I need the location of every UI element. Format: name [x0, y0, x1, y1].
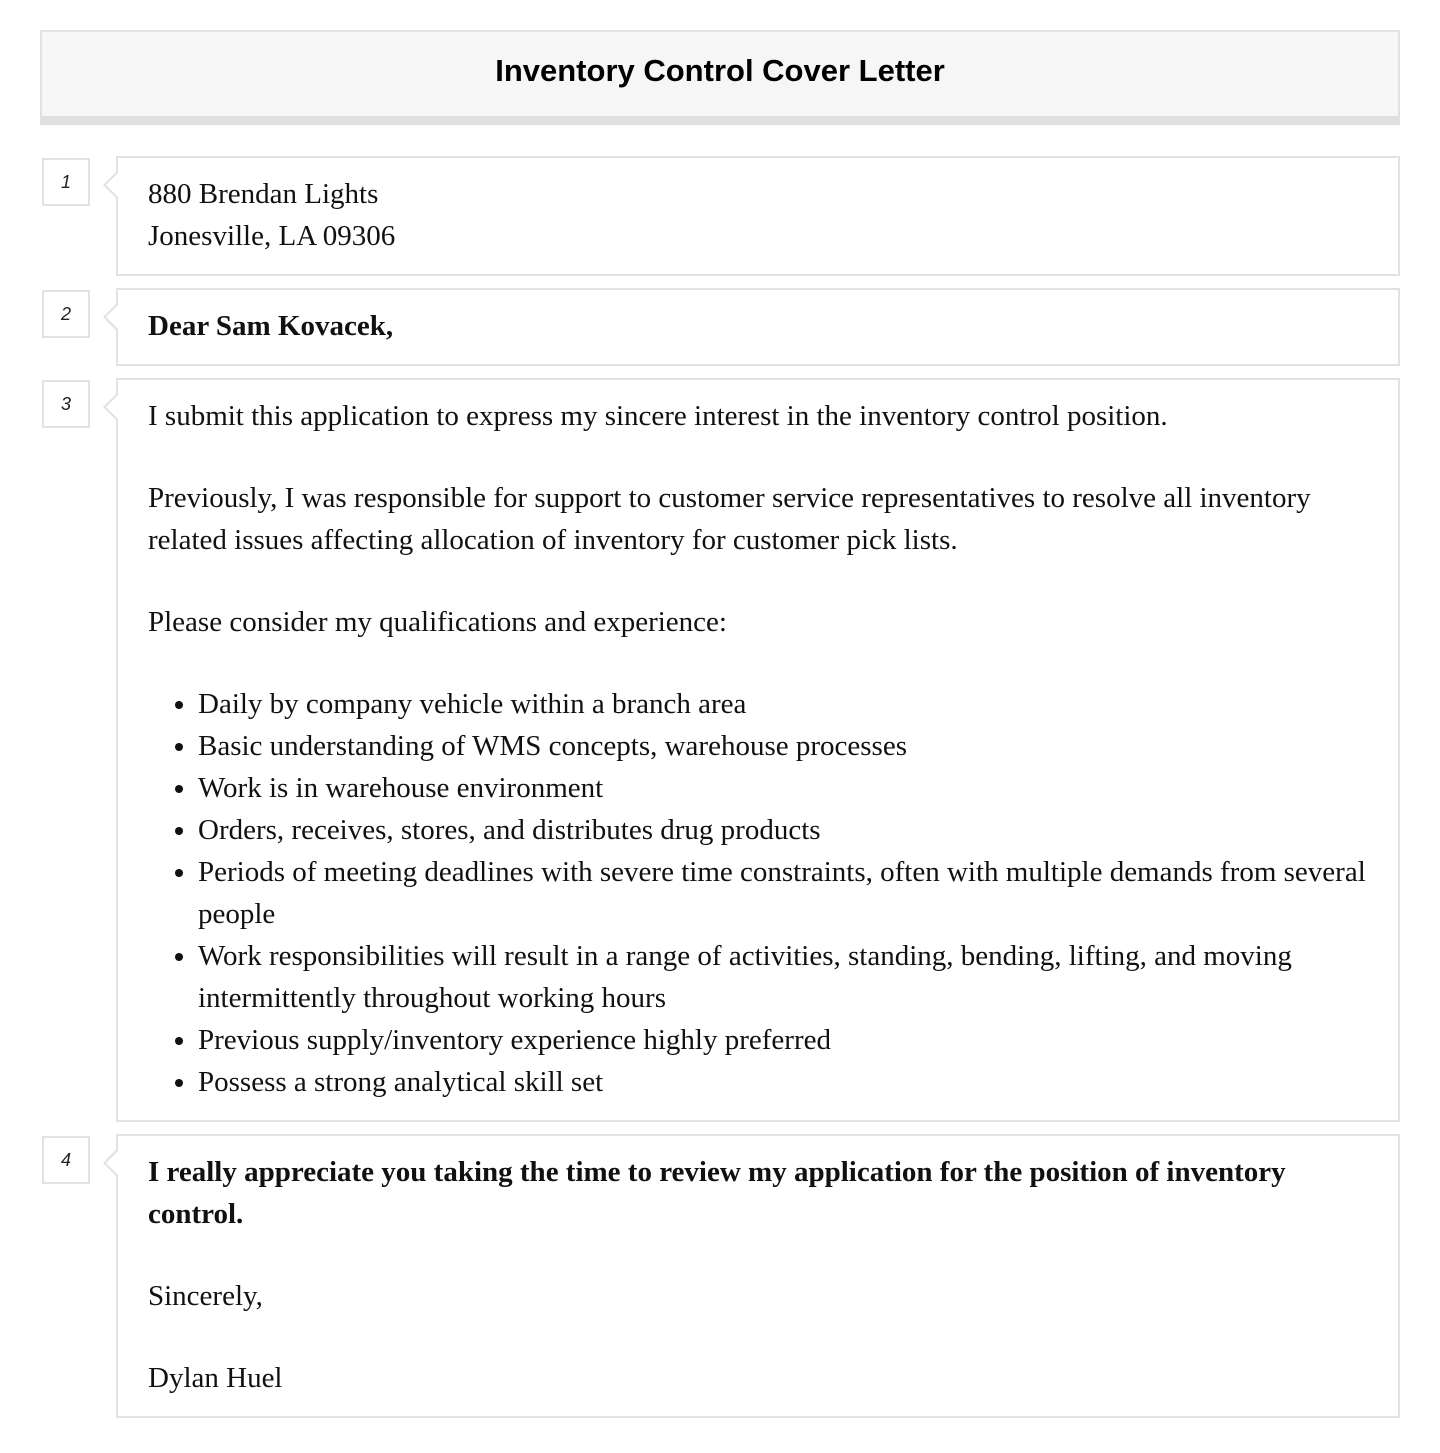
list-item: • Orders, receives, stores, and distributes drug products	[198, 809, 1368, 851]
list-item: • Periods of meeting deadlines with severe time constraints, often with multiple demands from several people	[198, 851, 1368, 935]
list-item: • Possess a strong analytical skill set	[198, 1061, 1368, 1103]
list-item: • Work responsibilities will result in a range of activities, standing, bending, lifting, and moving intermittently throughout working hours	[198, 935, 1368, 1019]
closing-block	[116, 1134, 1400, 1418]
salutation: Dear Sam Kovacek,	[148, 310, 394, 342]
list-item: • Basic understanding of WMS concepts, warehouse processes	[198, 725, 1368, 767]
address-block	[116, 156, 1400, 276]
sign-off: Sincerely,	[148, 1280, 263, 1312]
qualifications-list	[198, 683, 1368, 1103]
document-header	[40, 30, 1400, 125]
salutation-block	[116, 288, 1400, 366]
signature-name: Dylan Huel	[148, 1362, 283, 1394]
list-item: • Previous supply/inventory experience highly preferred	[198, 1019, 1368, 1061]
address-line-1: 880 Brendan Lights	[148, 178, 379, 210]
address-line-2: Jonesville, LA 09306	[148, 220, 396, 252]
document-title: Inventory Control Cover Letter	[495, 53, 945, 88]
list-item: • Work is in warehouse environment	[198, 767, 1368, 809]
section-number-badge: 1	[42, 158, 90, 206]
intro-paragraph: I submit this application to express my sincere interest in the inventory control position.	[148, 400, 1168, 432]
section-number-badge: 2	[42, 290, 90, 338]
section-number-badge: 4	[42, 1136, 90, 1184]
closing-statement: I really appreciate you taking the time to review my application for the position of inventory control.	[148, 1156, 1286, 1230]
experience-paragraph: Previously, I was responsible for support to customer service representatives to resolve all inventory related issues affecting allocation of inventory for customer pick lists.	[148, 482, 1311, 556]
list-item: • Daily by company vehicle within a branch area	[198, 683, 1368, 725]
section-number-badge: 3	[42, 380, 90, 428]
qualifications-intro: Please consider my qualifications and experience:	[148, 606, 727, 638]
body-block	[116, 378, 1400, 1122]
